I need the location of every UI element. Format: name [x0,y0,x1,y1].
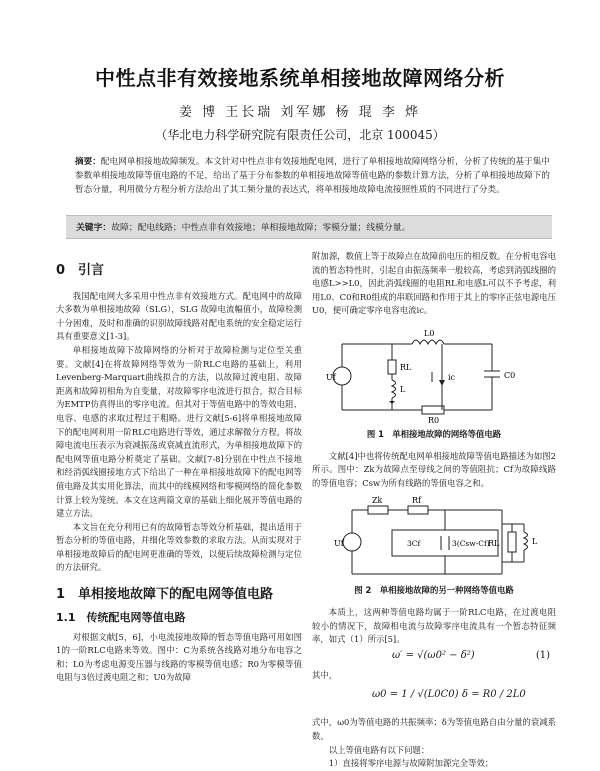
paragraph: 以上等值电路有以下问题： [328,744,430,755]
author-list: 姜 博 王长瑞 刘军娜 杨 琨 李 烨 [179,105,421,120]
paragraph: 我国配电网大多采用中性点非有效接地方式。配电网中的故障大多数为单相接地故障（SLG），SLG 故障电流幅值小，故障检测十分困难，及时和准确的识别故障线路对配电系统的安全稳定运行具有重要意义[1-3]。 [56,290,302,342]
paragraph: 单相接地故障下故障网络的分析对于故障检测与定位至关重要。文献[4]在将故障网络等效为一阶RLC电路的基础上，利用Levenberg-Marquart曲线拟合的方法，以故障过渡电阻、故障距离和故障初相角为自变量，对故障零序电流进行拟合，拟合目标为EMTP仿真得出的零序电流。但其对于等值电路中的等效电阻、电容、电感的求取过程过于粗略。进行文献[5-6]将单相接地故障下的配电网利用一阶RLC电路进行等效，通过求解微分方程，将故障电流电压表示为衰减振荡或衰减直流形式，为单相接地故障下的配电网等值电路分析奠定了基础。文献[7-8]分别在中性点不接地和经消弧线圈接地方式下给出了一种在单相接地故障下的配电网等值电路及其实用化算法，而其中的线模网络和零模网络的简化参数计算上较为笼统。本文在这两篇文章的基础上细化展开等值电路的建立方法。 [56,344,302,519]
figure-2-caption-text: 图 2 单相接地故障的另一种网络等值电路 [354,585,514,596]
section-heading-1: 1 单相接地故障下的配电网等值电路 [56,587,274,603]
right-column [312,250,556,771]
equation-1-body: ω′ = √(ω0² − δ²) [392,649,475,661]
figure-2-circuit [312,494,556,580]
fig1-label-rl: RL [400,362,412,372]
paper-title: 中性点非有效接地系统单相接地故障网络分析 [95,66,505,90]
fig2-label-uf: Uf [334,539,344,549]
keywords [76,220,410,233]
fig2-label-rl: RL [488,539,500,549]
fig1-label-l0: L0 [424,328,435,338]
paragraph: 文献[4]中也将传统配电网单相接地故障等值电路描述为如图2所示。图中：Zk为故障点至母线之间的等值阻抗；Cf为故障线路的等值电容；Csw为所有线路的等值电容之和。 [312,450,556,488]
paragraph: 本质上，这两种等值电路均属于一阶RLC电路，在过渡电阻较小的情况下，故障相电流与故障零序电流具有一个暂态特征频率，如式（1）所示[5]。 [312,606,556,645]
fig1-label-ic: ic [448,372,456,382]
paragraph: 对根据文献[5，6]，小电流接地故障的暂态等值电路可用如图1的一阶RLC电路来等效。图中：C为系统各线路对地分布电容之和；L0为考虑电源变压器与线路的零模等值电感；R0为零模等值电阻与3倍过渡电阻之和；U0为故障 [56,631,302,683]
paragraph: 附加源，数值上等于故障点在故障前电压的相反数。在分析电容电流的暂态特性时，引起自由振荡频率一般较高，考虑到消弧线圈的电感L>>L0，因此消弧线圈的电阻RL和电感L可以不予考虑，利用L0、C0和R0组成的串联回路和作用于其上的零序正弦电源电压U0，便可确定零序电容电流ic。 [312,251,556,316]
subsection-heading-1-1: 1.1 传统配电网等值电路 [56,611,186,625]
figure-1-circuit [312,324,556,424]
keywords-bar [66,215,552,239]
paragraph: 本文旨在充分利用已有的故障暂态等效分析基础，提出适用于暂态分析的等值电路，并细化等效参数的求取方法。从而实现对于单相接地故障后的配电网更准确的等效，以便后续故障检测与定位的方法研究。 [56,521,302,573]
equation-2-delta: δ = R0 / 2L0 [462,689,526,701]
fig2-label-l: L [532,537,538,547]
fig2-label-zk: Zk [372,496,383,506]
left-column [56,250,302,685]
paragraph: 其中， [312,669,338,680]
figure-1-caption-text: 图 1 单相接地故障的网络等值电路 [366,428,502,439]
equation-2 [312,682,556,716]
keywords-text: 故障；配电线路；中性点非有效接地；单相接地故障；零模分量；线模分量。 [111,223,411,233]
section-heading-intro: 0 引言 [56,263,105,278]
equation-2-omega: ω0 = 1 / √(L0C0) [372,689,459,701]
abstract-text: 配电网单相接地故障频发。本文针对中性点非有效接地配电网，进行了单相接地故障网络分析，分析了传统的基于集中参数单相接地故障等值电路的不足，给出了基于分布参数的单相接地故障等值电路的参数计算方法，分析了单相接地故障下的暂态分量，利用微分方程分析方法给出了其工频分量的表达式，将单相接地故障电流接照性质的不同进行了分类。 [75,157,550,195]
abstract [75,155,550,197]
equation-1 [312,647,556,669]
fig1-label-c0: C0 [504,370,516,380]
fig1-label-uf: Uf [326,372,336,382]
fig2-label-3cf: 3Cf [407,539,421,549]
keywords-label: 关键字： [76,223,112,233]
fig1-label-l: L [400,384,406,394]
fig2-label-3csw: 3(Csw-Cf) [452,539,490,549]
fig2-label-rf: Rf [412,496,421,506]
abstract-label: 摘要： [75,157,101,167]
affiliation: （华北电力科学研究院有限责任公司，北京 100045） [155,128,445,142]
figure-1-caption [312,428,556,442]
figure-2-caption [312,584,556,598]
paragraph: 式中，ω0为等值电路的共振频率；δ为等值电路自由分量的衰减系数。 [312,717,556,741]
fig1-label-r0: R0 [428,415,440,424]
paragraph: 1）直接将零序电源与故障附加源完全等效； [328,758,494,769]
equation-1-number: (1) [535,649,550,661]
